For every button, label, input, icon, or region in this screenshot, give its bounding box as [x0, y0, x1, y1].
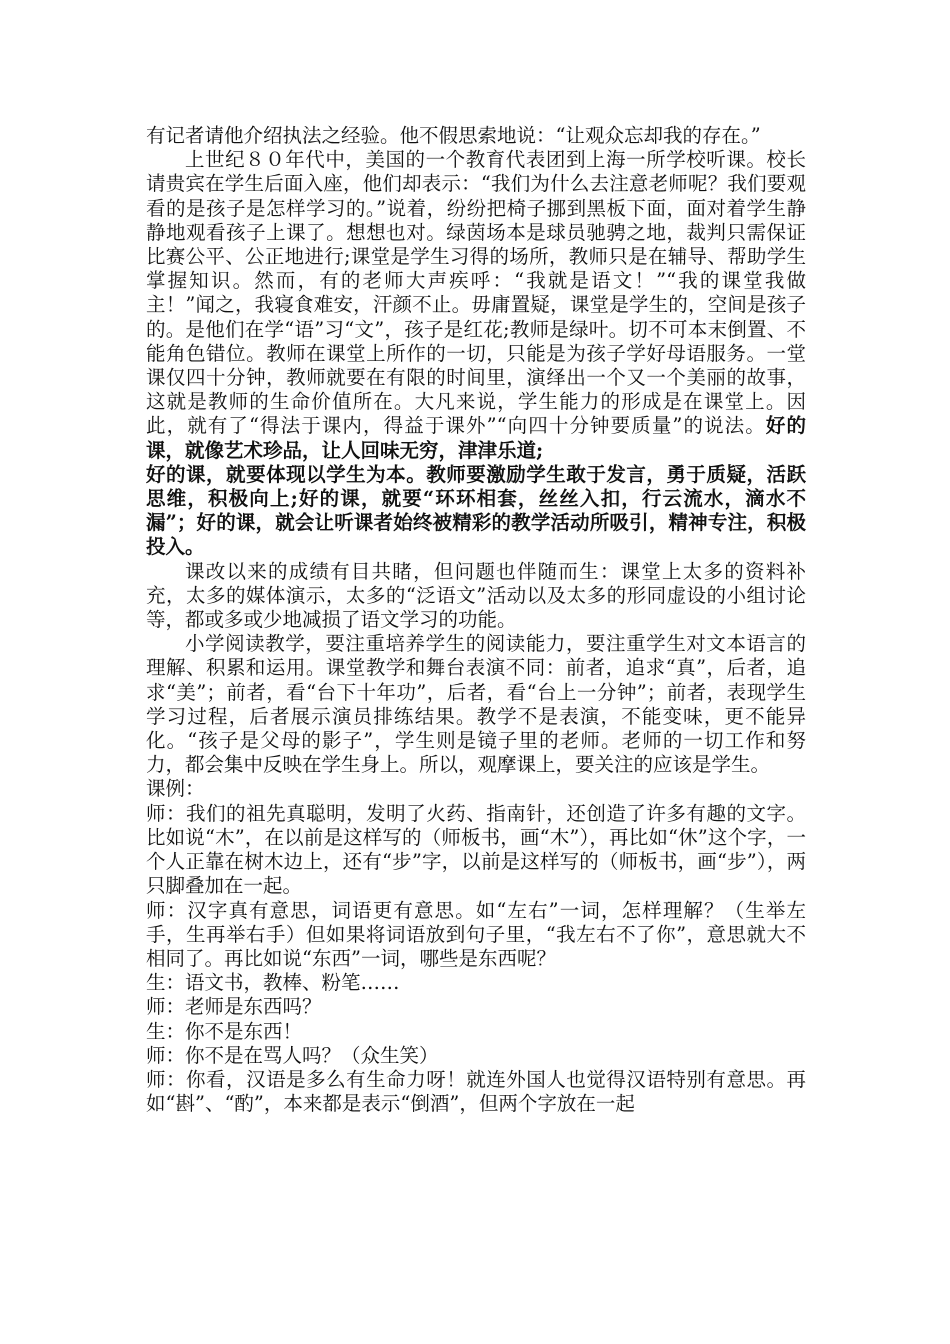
paragraph-delegation-story: [146, 148, 806, 463]
paragraph-good-lesson-art: 好的课，就像艺术珍品，让人回味无穷，津津乐道;: [146, 414, 806, 462]
paragraph-reform-problems: 课改以来的成绩有目共睹，但问题也伴随而生：课堂上太多的资料补充，太多的媒体演示，太多的“泛语文”活动以及太多的形同虚设的小组讨论等，都或多或少地减损了语文学习的功能。: [146, 559, 806, 632]
dialogue-teacher-1: 师：我们的祖先真聪明，发明了火药、指南针，还创造了许多有趣的文字。比如说“木”，在以前是这样写的（师板书，画“木”），再比如“休”这个字，一个人正靠在树木边上，还有“步”字，以前是这样写的（师板书，画“步”），两只脚叠加在一起。: [146, 801, 806, 898]
dialogue-teacher-4: 师：你不是在骂人吗？（众生笑）: [146, 1043, 439, 1067]
dialogue-student-2: 生：你不是东西！: [146, 1019, 303, 1043]
document-page: [146, 124, 806, 1116]
dialogue-teacher-2: 师：汉字真有意思，词语更有意思。如“左右”一词，怎样理解？（生举左手，生再举右手）但如果将词语放到句子里，“我左右不了你”，意思就大不相同了。再比如说“东西”一词，哪些是东西呢？: [146, 898, 806, 970]
paragraph-good-lesson-principles: 好的课，就要体现以学生为本。教师要激励学生敢于发言，勇于质疑，活跃思维，积极向上;好的课，就要“环环相套，丝丝入扣，行云流水，滴水不漏”；好的课，就会让听课者始终被精彩的教学活动所吸引，精神专注，积极投入。: [146, 462, 806, 559]
paragraph-referee-quote: 有记者请他介绍执法之经验。他不假思索地说：“让观众忘却我的存在。”: [146, 124, 761, 147]
dialogue-teacher-3: 师：老师是东西吗？: [146, 995, 322, 1019]
paragraph-reading-teaching: 小学阅读教学，要注重培养学生的阅读能力，要注重学生对文本语言的理解、积累和运用。课堂教学和舞台表演不同：前者，追求“真”，后者，追求“美”；前者，看“台下十年功”，后者，看“台上一分钟”；前者，表现学生学习过程，后者展示演员排练结果。教学不是表演，不能变味，更不能异化。“孩子是父母的影子”，学生则是镜子里的老师。老师的一切工作和努力，都会集中反映在学生身上。所以，观摩课上，要关注的应该是学生。: [146, 632, 806, 777]
paragraph-example-heading: 课例：: [146, 777, 205, 801]
dialogue-teacher-5: 师：你看，汉语是多么有生命力呀！就连外国人也觉得汉语特别有意思。再如“斟”、“酌”，本来都是表示“倒酒”，但两个字放在一起: [146, 1067, 806, 1116]
paragraph-delegation-text: 上世纪８０年代中，美国的一个教育代表团到上海一所学校听课。校长请贵宾在学生后面入座，他们却表示：“我们为什么去注意老师呢？我们要观看的是孩子是怎样学习的。”说着，纷纷把椅子挪到黑板下面，面对着学生静静地观看孩子上课了。想想也对。绿茵场本是球员驰骋之地，裁判只需保证比赛公平、公正地进行;课堂是学生习得的场所，教师只是在辅导、帮助学生掌握知识。然而，有的老师大声疾呼：“我就是语文！”“我的课堂我做主！”闻之，我寝食难安，汗颜不止。毋庸置疑，课堂是学生的，空间是孩子的。是他们在学“语”习“文”，孩子是红花;教师是绿叶。切不可本末倒置、不能角色错位。教师在课堂上所作的一切，只能是为孩子学好母语服务。一堂课仅四十分钟，教师就要在有限的时间里，演绎出一个又一个美丽的故事，这就是教师的生命价值所在。大凡来说，学生能力的形成是在课堂上。因此，就有了“得法于课内，得益于课外”“向四十分钟要质量”的说法。: [146, 148, 806, 438]
dialogue-student-1: 生：语文书，教棒、粉笔……: [146, 971, 400, 995]
